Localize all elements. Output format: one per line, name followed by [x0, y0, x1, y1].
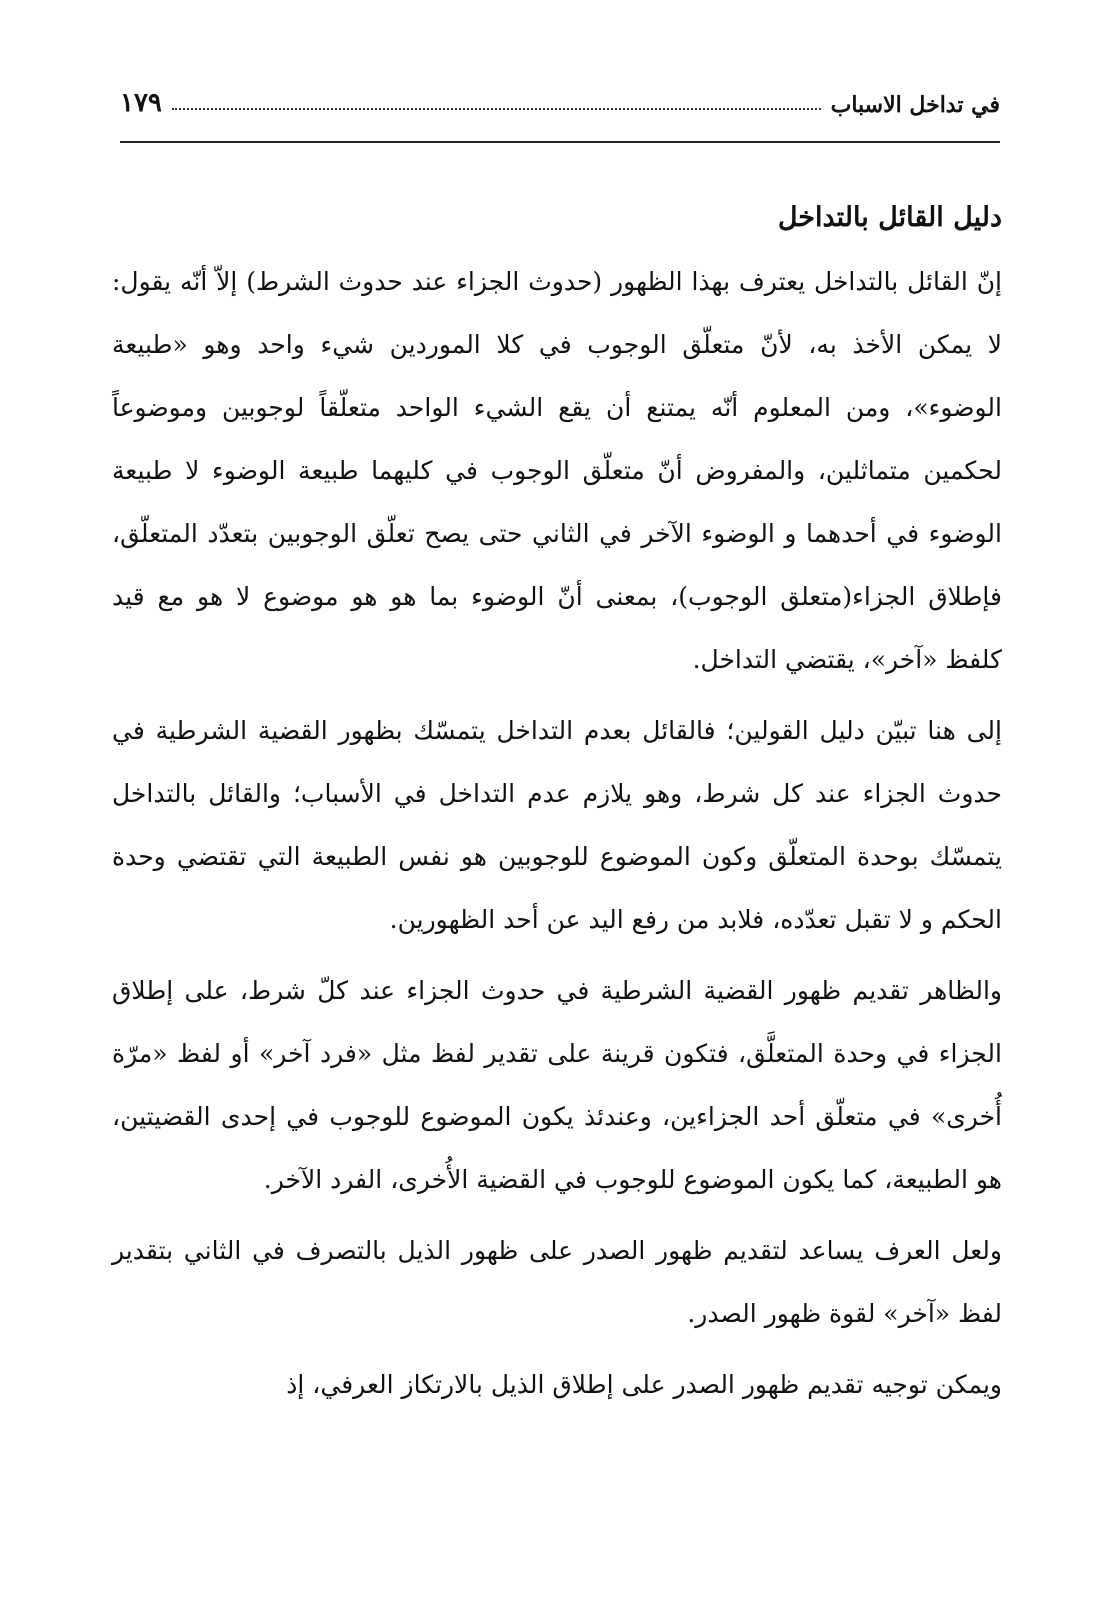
page-body	[112, 188, 1002, 1424]
paragraph: إلى هنا تبيّن دليل القولين؛ فالقائل بعدم التداخل يتمسّك بظهور القضية الشرطية في حدوث الجزاء عند كل شرط، وهو يلازم عدم التداخل في الأسباب؛ والقائل بالتداخل يتمسّك بوحدة المتعلّق وكون الموضوع للوجوبين هو نفس الطبيعة التي تقتضي وحدة الحكم و لا تقبل تعدّده، فلابد من رفع اليد عن أحد الظهورين.	[112, 716, 1002, 934]
section-heading: دليل القائل بالتداخل	[777, 202, 1002, 233]
page-number: ١٧٩	[120, 88, 162, 118]
running-title: في تداخل الاسباب	[830, 92, 1000, 118]
paragraph: إنّ القائل بالتداخل يعترف بهذا الظهور (حدوث الجزاء عند حدوث الشرط) إلاّ أنّه يقول: لا يمكن الأخذ به، لأنّ متعلّق الوجوب في كلا الموردين شيء واحد وهو «طبيعة الوضوء»، ومن المعلوم أنّه يمتنع أن يقع الشيء الواحد متعلّقاً لوجوبين وموضوعاً لحكمين متماثلين، والمفروض أنّ متعلّق الوجوب في كليهما طبيعة الوضوء لا طبيعة الوضوء في أحدهما و الوضوء الآخر في الثاني حتى يصح تعلّق الوجوبين بتعدّد المتعلّق، فإطلاق الجزاء(متعلق الوجوب)، بمعنى أنّ الوضوء بما هو هو موضوع لا هو مع قيد كلفظ «آخر»، يقتضي التداخل.	[112, 267, 1002, 674]
paragraph: ولعل العرف يساعد لتقديم ظهور الصدر على ظهور الذيل بالتصرف في الثاني بتقدير لفظ «آخر» لقوة ظهور الصدر.	[112, 1236, 1002, 1328]
header-rule	[120, 141, 1000, 143]
paragraph: والظاهر تقديم ظهور القضية الشرطية في حدوث الجزاء عند كلّ شرط، على إطلاق الجزاء في وحدة المتعلَّق، فتكون قرينة على تقدير لفظ مثل «فرد آخر» أو لفظ «مرّة أُخرى» في متعلّق أحد الجزاءين، وعندئذ يكون الموضوع للوجوب في إحدى القضيتين، هو الطبيعة، كما يكون الموضوع للوجوب في القضية الأُخرى، الفرد الآخر.	[112, 976, 1002, 1194]
page-header	[120, 78, 1000, 118]
dotted-leader	[172, 108, 821, 110]
paragraph: ويمكن توجيه تقديم ظهور الصدر على إطلاق الذيل بالارتكاز العرفي، إذ	[286, 1370, 1002, 1399]
